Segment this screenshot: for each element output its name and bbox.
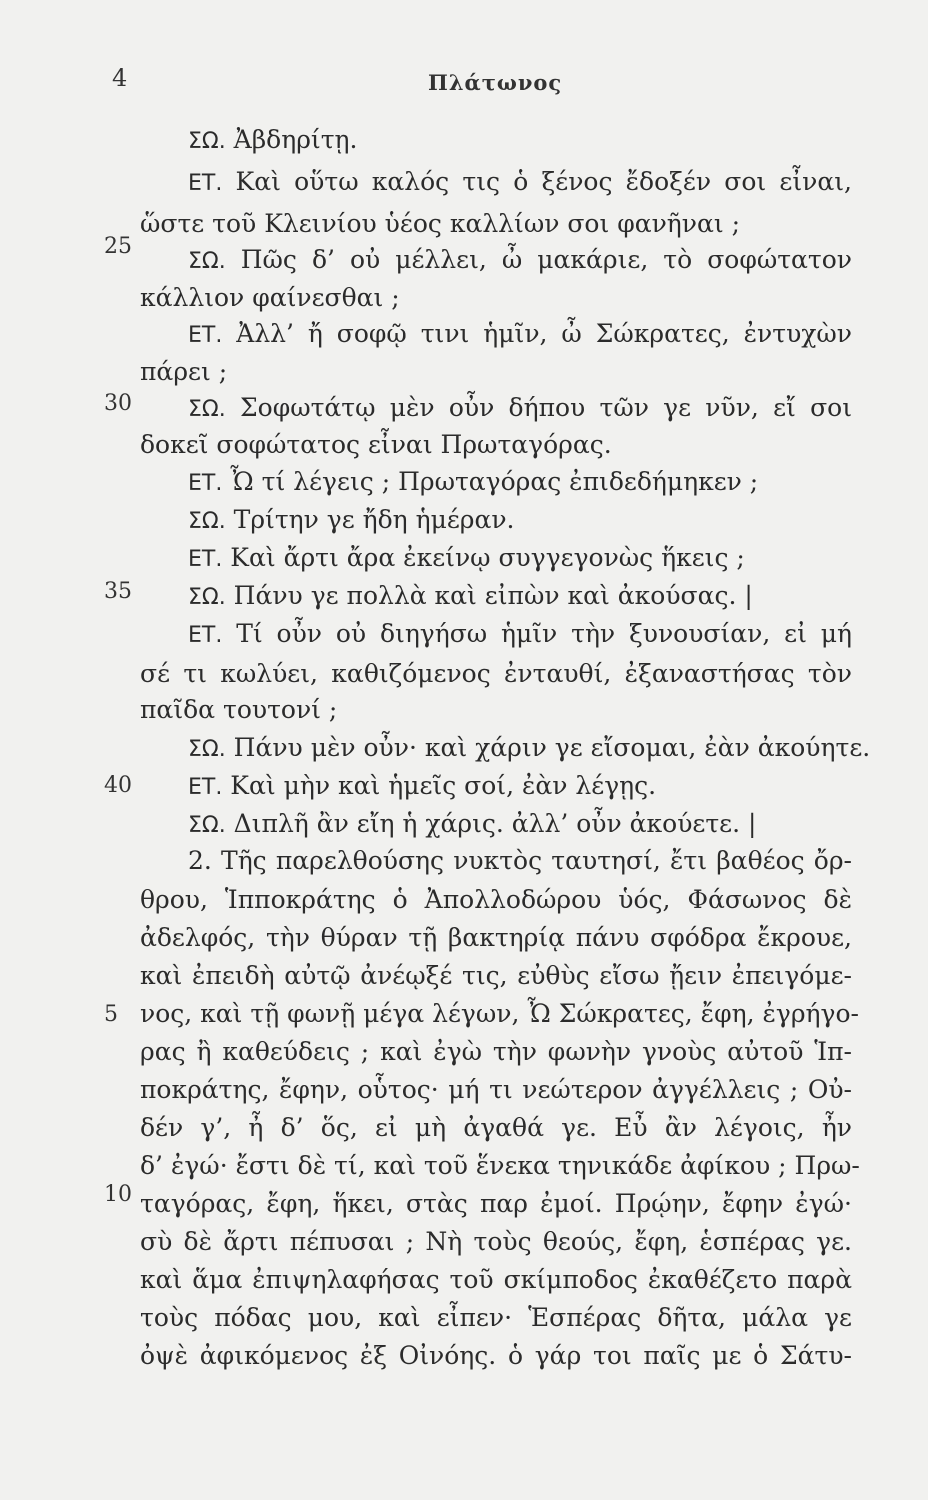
text-line <box>140 280 852 316</box>
line-text: Σοφωτάτῳ μὲν οὖν δήπου τῶν γε νῦν, εἴ σοι <box>225 393 852 422</box>
line-text: 2. Τῆς παρελθούσης νυκτὸς ταυτησί, ἔτι βαθέος ὄρ- <box>188 846 852 875</box>
line-text: δοκεῖ σοφώτατος εἶναι Πρωταγόρας. <box>140 430 612 459</box>
text-line <box>140 354 852 390</box>
line-number: 40 <box>104 773 132 798</box>
text-line <box>140 920 852 956</box>
speaker-label: ΕΤ. <box>188 323 223 348</box>
line-text: παῖδα τουτονί ; <box>140 695 338 724</box>
text-line <box>140 1110 852 1146</box>
speaker-label: ΕΤ. <box>188 171 223 196</box>
text-line <box>188 806 852 842</box>
line-text: ὥστε τοῦ Κλεινίου ὑέος καλλίων σοι φανῆναι ; <box>140 209 741 238</box>
line-text: θρου, Ἱπποκράτης ὁ Ἀπολλοδώρου ὑός, Φάσωνος δὲ <box>140 885 852 914</box>
line-text: ἀδελφός, τὴν θύραν τῇ βακτηρίᾳ πάνυ σφόδρα ἔκρουε, <box>140 923 852 952</box>
line-text: τοὺς πόδας μου, καὶ εἶπεν· Ἑσπέρας δῆτα, μάλα γε <box>140 1303 852 1332</box>
line-text: δ’ ἐγώ· ἔστι δὲ τί, καὶ τοῦ ἕνεκα τηνικάδε ἀφίκου ; Πρω- <box>140 1151 860 1180</box>
line-text: ταγόρας, ἔφη, ἥκει, στὰς παρ ἐμοί. Πρῴην, ἔφην ἐγώ· <box>140 1189 852 1218</box>
text-line <box>140 1224 852 1260</box>
line-text: Τρίτην γε ἤδη ἡμέραν. <box>225 505 515 534</box>
line-text: Ἀλλ’ ἤ σοφῷ τινι ἡμῖν, ὦ Σώκρατες, ἐντυχὼν <box>222 319 852 348</box>
line-text: Τί οὖν οὐ διηγήσω ἡμῖν τὴν ξυνουσίαν, εἰ μή <box>222 619 852 648</box>
text-line <box>140 656 852 692</box>
line-text: καὶ ἐπειδὴ αὐτῷ ἀνέῳξέ τις, εὐθὺς εἴσω ᾔειν ἐπειγόμε- <box>140 961 852 990</box>
line-text: κάλλιον φαίνεσθαι ; <box>140 283 400 312</box>
text-line <box>140 692 852 728</box>
speaker-label: ΕΤ. <box>188 623 223 648</box>
speaker-label: ΣΩ. <box>188 813 226 838</box>
line-text: Πῶς δ’ οὐ μέλλει, ὦ μακάριε, τὸ σοφώτατον <box>225 245 852 274</box>
text-line <box>188 464 852 500</box>
text-line <box>188 502 852 538</box>
line-text: Ὦ τί λέγεις ; Πρωταγόρας ἐπιδεδήμηκεν ; <box>222 467 759 496</box>
line-text: Καὶ μὴν καὶ ἡμεῖς σοί, ἐὰν λέγῃς. <box>222 771 657 800</box>
line-text: πάρει ; <box>140 357 228 386</box>
text-line <box>188 843 852 879</box>
speaker-label: ΕΤ. <box>188 775 223 800</box>
text-line <box>140 996 859 1032</box>
speaker-label: ΣΩ. <box>188 249 226 274</box>
line-text: δέν γ’, ἦ δ’ ὅς, εἰ μὴ ἀγαθά γε. Εὖ ἂν λέγοις, ἦν <box>140 1113 852 1142</box>
line-text: σέ τι κωλύει, καθιζόμενος ἐνταυθί, ἐξαναστήσας τὸν <box>140 659 852 688</box>
line-text: ποκράτης, ἔφην, οὗτος· μή τι νεώτερον ἀγγέλλεις ; Οὐ- <box>140 1075 852 1104</box>
line-number: 25 <box>104 234 132 259</box>
running-title: Πλάτωνος <box>428 70 563 95</box>
speaker-label: ΣΩ. <box>188 129 226 154</box>
text-line <box>140 1186 852 1222</box>
line-text: καὶ ἅμα ἐπιψηλαφήσας τοῦ σκίμποδος ἐκαθέζετο παρὰ <box>140 1265 852 1294</box>
line-number: 35 <box>104 579 132 604</box>
line-number: 5 <box>104 1002 118 1027</box>
speaker-label: ΣΩ. <box>188 509 226 534</box>
line-text: σὺ δὲ ἄρτι πέπυσαι ; Νὴ τοὺς θεούς, ἔφη, ἑσπέρας γε. <box>140 1227 852 1256</box>
text-line <box>140 1072 852 1108</box>
speaker-label: ΕΤ. <box>188 547 223 572</box>
speaker-label: ΣΩ. <box>188 585 226 610</box>
text-line <box>188 730 871 766</box>
line-text: Καὶ οὕτω καλός τις ὁ ξένος ἔδοξέν σοι εἶναι, <box>222 167 852 196</box>
speaker-label: ΣΩ. <box>188 737 226 762</box>
text-line <box>188 122 852 158</box>
text-line <box>140 1300 852 1336</box>
line-text: νος, καὶ τῇ φωνῇ μέγα λέγων, Ὦ Σώκρατες, ἔφη, ἐγρήγο- <box>140 999 859 1028</box>
text-line <box>140 1338 852 1374</box>
text-line <box>188 164 852 200</box>
text-line <box>188 578 852 614</box>
text-line <box>188 390 852 426</box>
line-text: Διπλῆ ἂν εἴη ἡ χάρις. ἀλλ’ οὖν ἀκούετε. | <box>225 809 757 838</box>
line-text: ρας ἢ καθεύδεις ; καὶ ἐγὼ τὴν φωνὴν γνοὺς αὐτοῦ Ἱπ- <box>140 1037 852 1066</box>
text-line <box>140 1148 860 1184</box>
page-number: 4 <box>112 64 128 92</box>
text-line <box>140 206 852 242</box>
text-line <box>140 1262 852 1298</box>
speaker-label: ΕΤ. <box>188 471 223 496</box>
text-line <box>188 768 852 804</box>
line-text: Ἀβδηρίτῃ. <box>225 125 358 154</box>
speaker-label: ΣΩ. <box>188 397 226 422</box>
text-line <box>188 616 852 652</box>
line-text: Πάνυ μὲν οὖν· καὶ χάριν γε εἴσομαι, ἐὰν ἀκούητε. <box>225 733 871 762</box>
text-line <box>140 427 852 463</box>
text-line <box>188 540 852 576</box>
line-number: 10 <box>104 1182 132 1207</box>
line-text: Πάνυ γε πολλὰ καὶ εἰπὼν καὶ ἀκούσας. | <box>225 581 753 610</box>
text-line <box>140 1034 852 1070</box>
line-text: ὀψὲ ἀφικόμενος ἐξ Οἰνόης. ὁ γάρ τοι παῖς με ὁ Σάτυ- <box>140 1341 852 1370</box>
text-line <box>188 316 852 352</box>
line-number: 30 <box>104 391 132 416</box>
text-line <box>140 882 852 918</box>
text-line <box>140 958 852 994</box>
text-line <box>188 242 852 278</box>
line-text: Καὶ ἄρτι ἄρα ἐκείνῳ συγγεγονὼς ἥκεις ; <box>222 543 745 572</box>
